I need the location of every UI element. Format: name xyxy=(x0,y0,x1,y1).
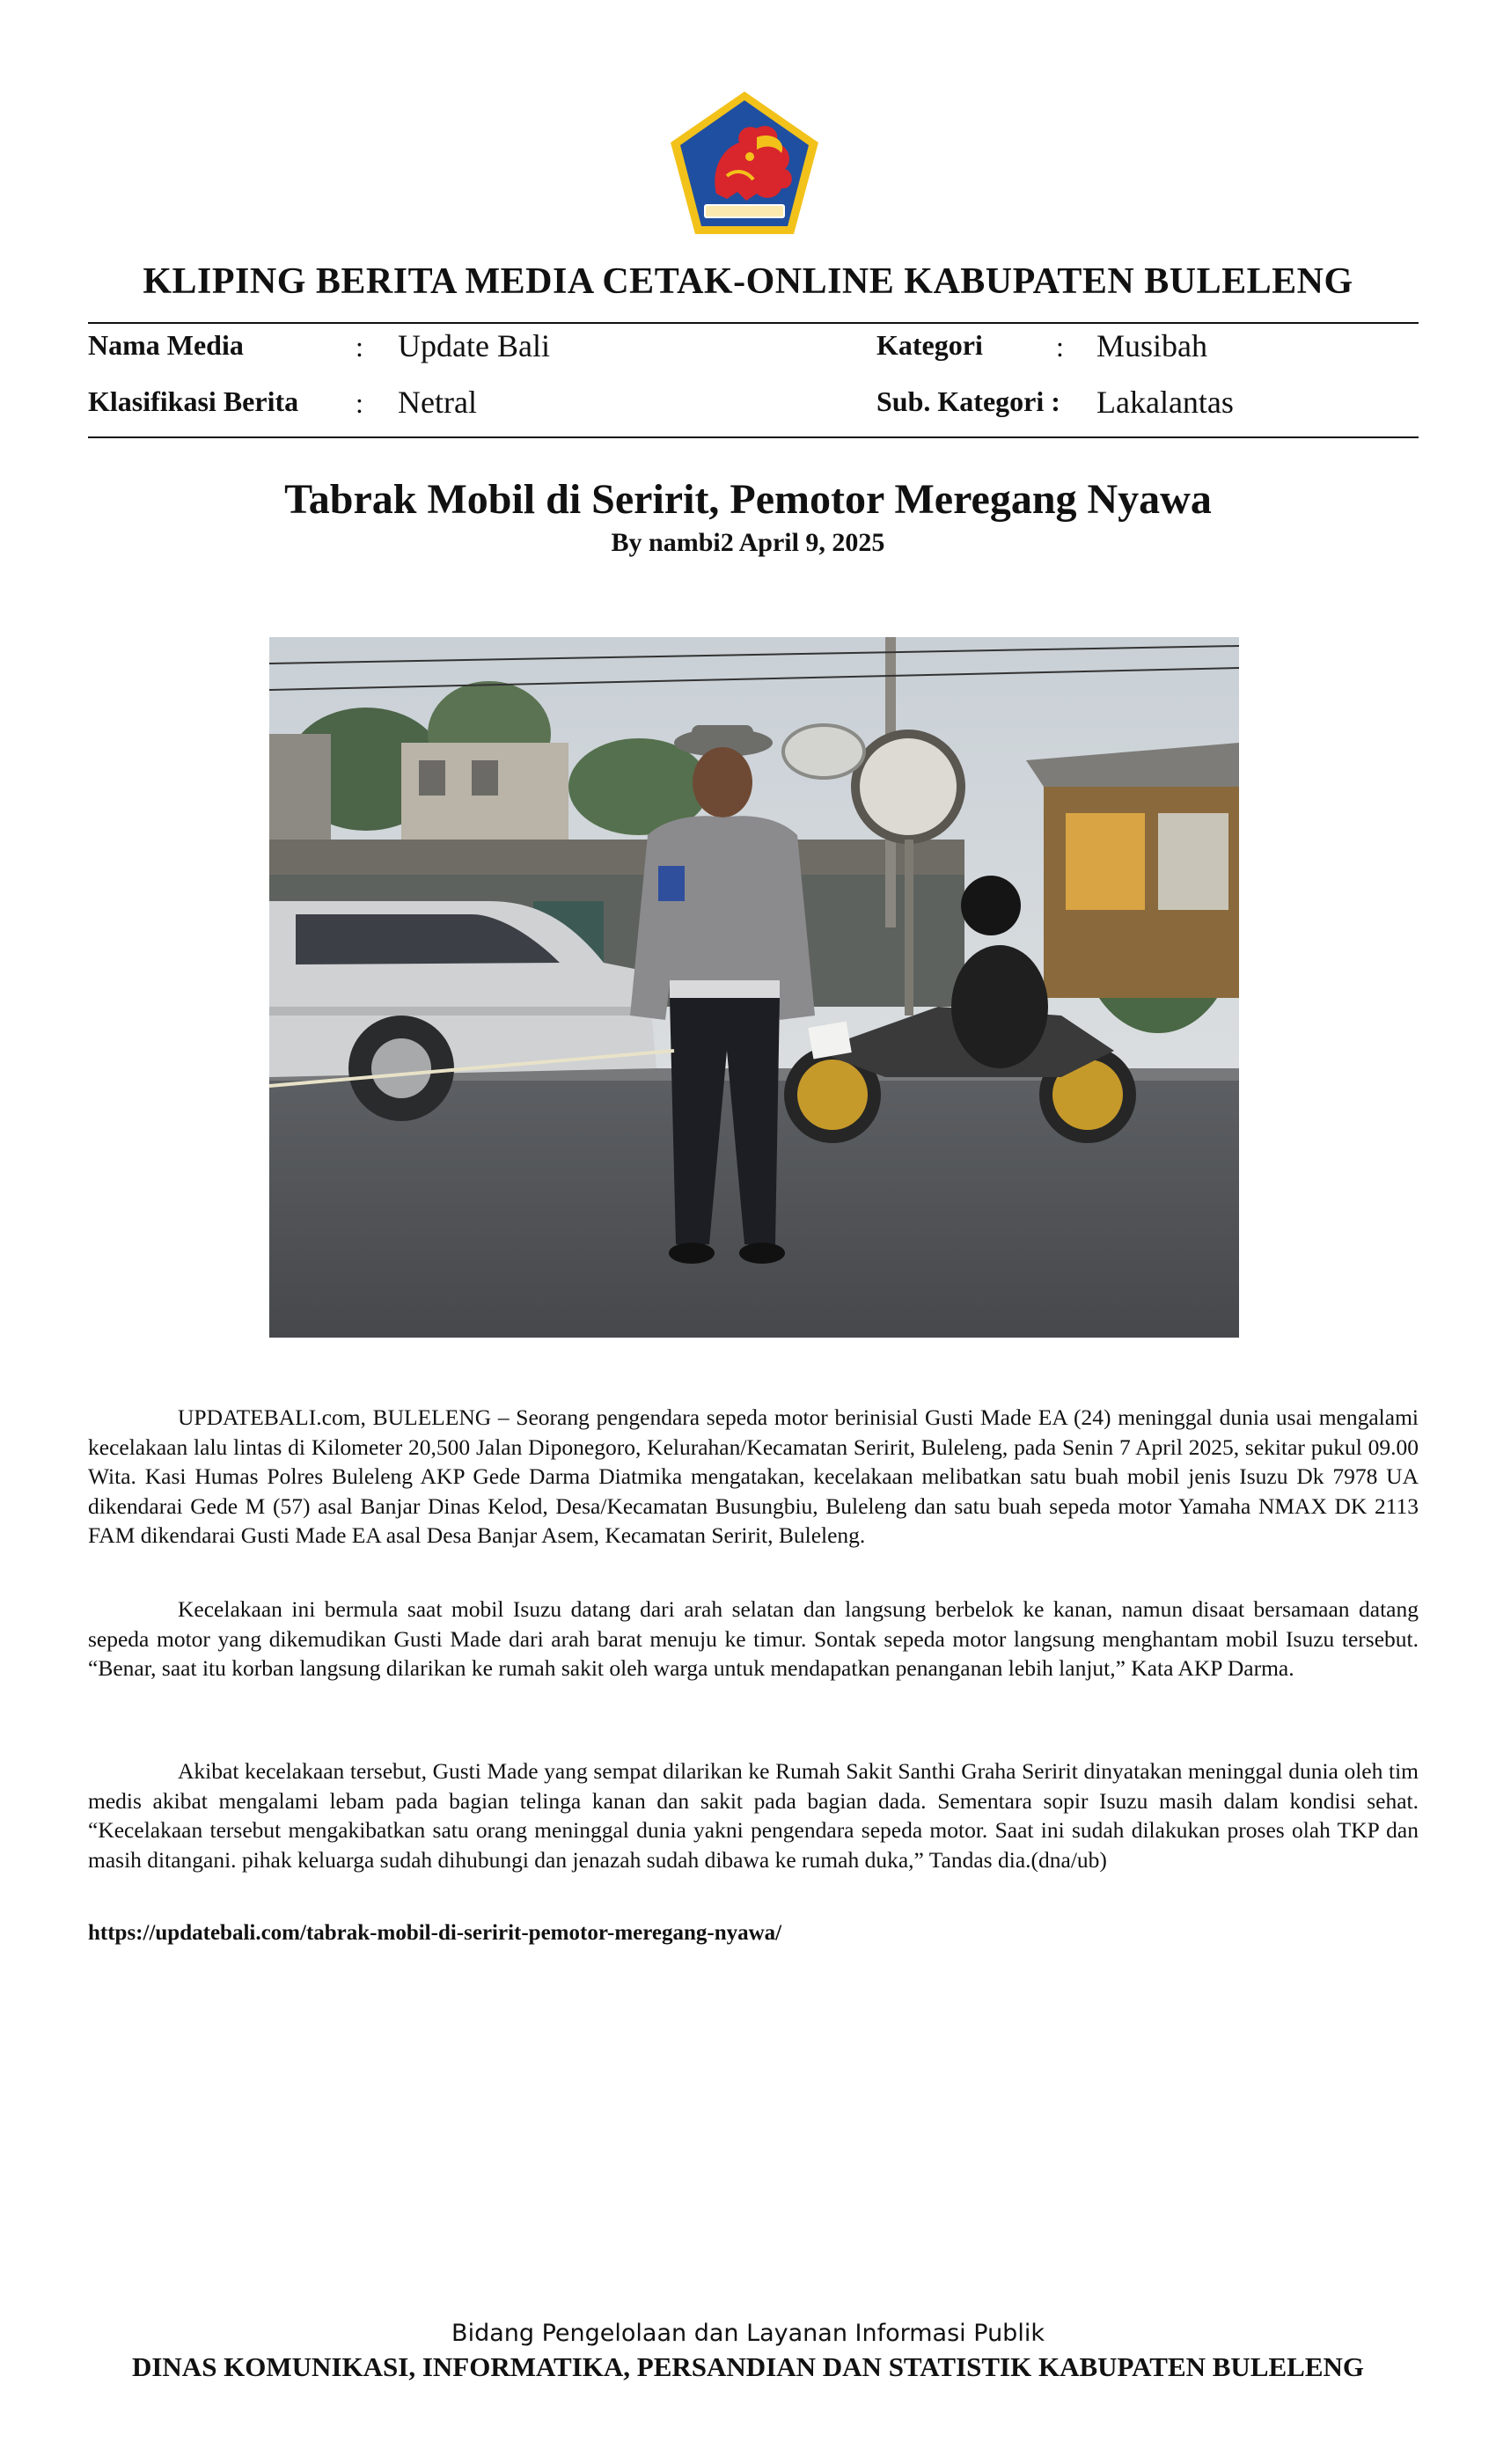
header-bottom-rule xyxy=(88,436,1419,438)
media-name-value: Update Bali xyxy=(398,328,550,363)
article-paragraph-2: Kecelakaan ini bermula saat mobil Isuzu datang dari arah selatan dan langsung berbelok ke kanan, namun disaat bersamaan datang sepeda motor yang dikemudikan Gusti Made dari arah barat menuju ke timur. Sontak sepeda motor langsung menghantam mobil Isuzu tersebut. “Benar, saat itu korban langsung dilarikan ke rumah sakit oleh warga untuk mendapatkan penanganan lebih lanjut,” Kata AKP Darma. xyxy=(88,1596,1419,1681)
header-top-rule xyxy=(88,322,1419,324)
document-title: KLIPING BERITA MEDIA CETAK-ONLINE KABUPATEN BULELENG xyxy=(143,261,1353,302)
article-paragraph-3: Akibat kecelakaan tersebut, Gusti Made yang sempat dilarikan ke Rumah Sakit Santhi Graha Seririt dinyatakan meninggal dunia oleh tim medis akibat mengalami lebam pada bagian telinga kanan dan sakit pada bagian dada. Sementara sopir Isuzu masih dalam kondisi sehat. “Kecelakaan tersebut mengakibatkan satu orang meninggal dunia yakni pengendara sepeda motor. Saat ini sudah dilakukan proses olah TKP dan masih ditangani. pihak keluarga sudah dihubungi dan jenazah sudah dibawa ke rumah duka,” Tandas dia.(dna/ub) xyxy=(88,1758,1419,1873)
media-name-label: Nama Media xyxy=(88,329,244,361)
category-value: Musibah xyxy=(1096,328,1207,363)
source-link[interactable]: https://updatebali.com/tabrak-mobil-di-seririt-pemotor-meregang-nyawa/ xyxy=(88,1921,782,1945)
footer-agency-name: DINAS KOMUNIKASI, INFORMATIKA, PERSANDIAN DAN STATISTIK KABUPATEN BULELENG xyxy=(131,2351,1365,2382)
subcategory-label: Sub. Kategori : xyxy=(876,385,1060,417)
article-headline: Tabrak Mobil di Seririt, Pemotor Meregang Nyawa xyxy=(284,476,1212,523)
category-label: Kategori xyxy=(876,329,983,361)
singa-ambara-raja-emblem-icon xyxy=(665,88,824,238)
classification-colon: : xyxy=(356,387,363,419)
subcategory-value: Lakalantas xyxy=(1096,385,1234,420)
classification-value: Netral xyxy=(398,385,477,420)
media-name-colon: : xyxy=(356,331,363,363)
footer-unit-name: Bidang Pengelolaan dan Layanan Informasi Publik xyxy=(451,2320,1045,2347)
article-paragraph-1: UPDATEBALI.com, BULELENG – Seorang pengendara sepeda motor berinisial Gusti Made EA (24) meninggal dunia usai mengalami kecelakaan lalu lintas di Kilometer 20,500 Jalan Diponegoro, Kelurahan/Kecamatan Seririt, Buleleng, pada Senin 7 April 2025, sekitar pukul 09.00 Wita. Kasi Humas Polres Buleleng AKP Gede Darma Diatmika mengatakan, kecelakaan melibatkan satu buah mobil jenis Isuzu Dk 7978 UA dikendarai Gede M (57) asal Banjar Dinas Kelod, Desa/Kecamatan Busungbiu, Buleleng dan satu buah sepeda motor Yamaha NMAX DK 2113 FAM dikendarai Gusti Made EA asal Desa Banjar Asem, Kecamatan Seririt, Buleleng. xyxy=(88,1404,1419,1548)
classification-label: Klasifikasi Berita xyxy=(88,385,299,417)
article-byline: By nambi2 April 9, 2025 xyxy=(611,528,885,557)
category-colon: : xyxy=(1056,331,1064,363)
article-photo xyxy=(269,637,1239,1338)
